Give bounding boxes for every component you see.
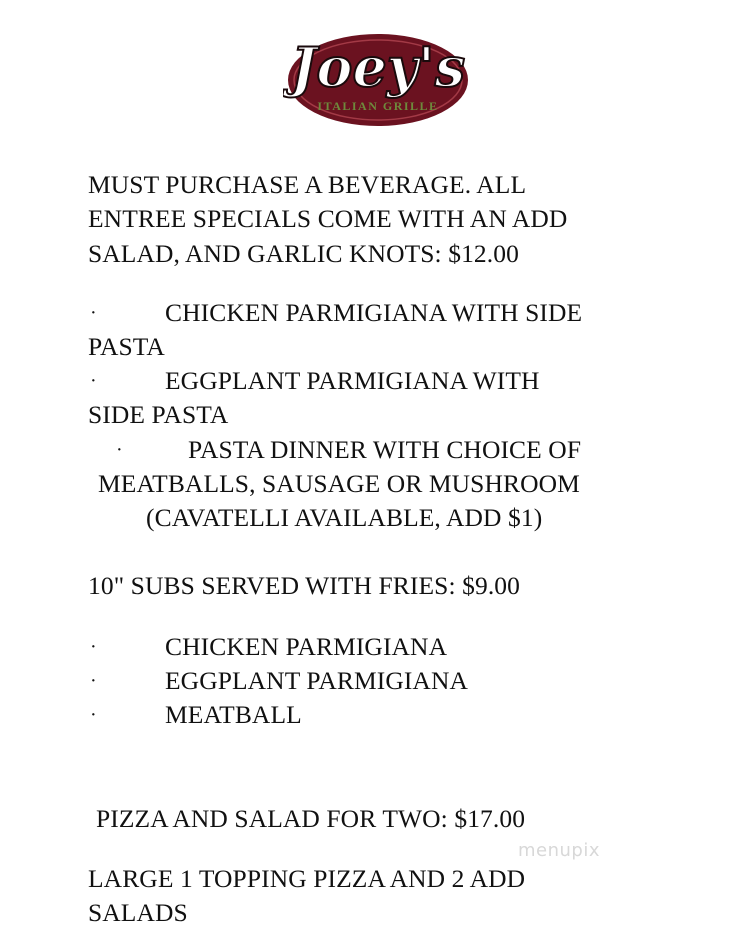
intro-line-1: MUST PURCHASE A BEVERAGE. ALL <box>88 170 527 199</box>
subs-header: 10" SUBS SERVED WITH FRIES: $9.00 <box>88 571 520 600</box>
watermark-text: menupix <box>518 840 601 861</box>
intro-line-2: ENTREE SPECIALS COME WITH AN ADD <box>88 204 568 233</box>
pizza-line-1: LARGE 1 TOPPING PIZZA AND 2 ADD <box>88 864 526 893</box>
logo-tagline: ITALIAN GRILLE <box>317 99 439 113</box>
logo-brand: Joey's <box>290 35 466 99</box>
entree-3-line-3: (CAVATELLI AVAILABLE, ADD $1) <box>146 503 543 532</box>
bullet-entree-1: · <box>90 302 97 324</box>
entree-3-line-2: MEATBALLS, SAUSAGE OR MUSHROOM <box>98 469 580 498</box>
sub-item-2: EGGPLANT PARMIGIANA <box>165 666 468 695</box>
entree-2-line-1: EGGPLANT PARMIGIANA WITH <box>165 366 540 395</box>
sub-item-3: MEATBALL <box>165 700 302 729</box>
bullet-sub-2: · <box>90 670 97 692</box>
entree-1-line-1: CHICKEN PARMIGIANA WITH SIDE <box>165 298 583 327</box>
bullet-entree-2: · <box>90 370 97 392</box>
intro-line-3: SALAD, AND GARLIC KNOTS: $12.00 <box>88 239 519 268</box>
bullet-entree-3: · <box>116 439 123 461</box>
pizza-line-2: SALADS <box>88 898 188 927</box>
entree-2-line-2: SIDE PASTA <box>88 400 229 429</box>
logo-graphic <box>283 18 473 138</box>
bullet-sub-1: · <box>90 636 97 658</box>
pizza-header: PIZZA AND SALAD FOR TWO: $17.00 <box>96 804 526 833</box>
sub-item-1: CHICKEN PARMIGIANA <box>165 632 448 661</box>
restaurant-logo <box>283 18 473 138</box>
bullet-sub-3: · <box>90 704 97 726</box>
entree-1-line-2: PASTA <box>88 332 165 361</box>
entree-3-line-1: PASTA DINNER WITH CHOICE OF <box>188 435 582 464</box>
